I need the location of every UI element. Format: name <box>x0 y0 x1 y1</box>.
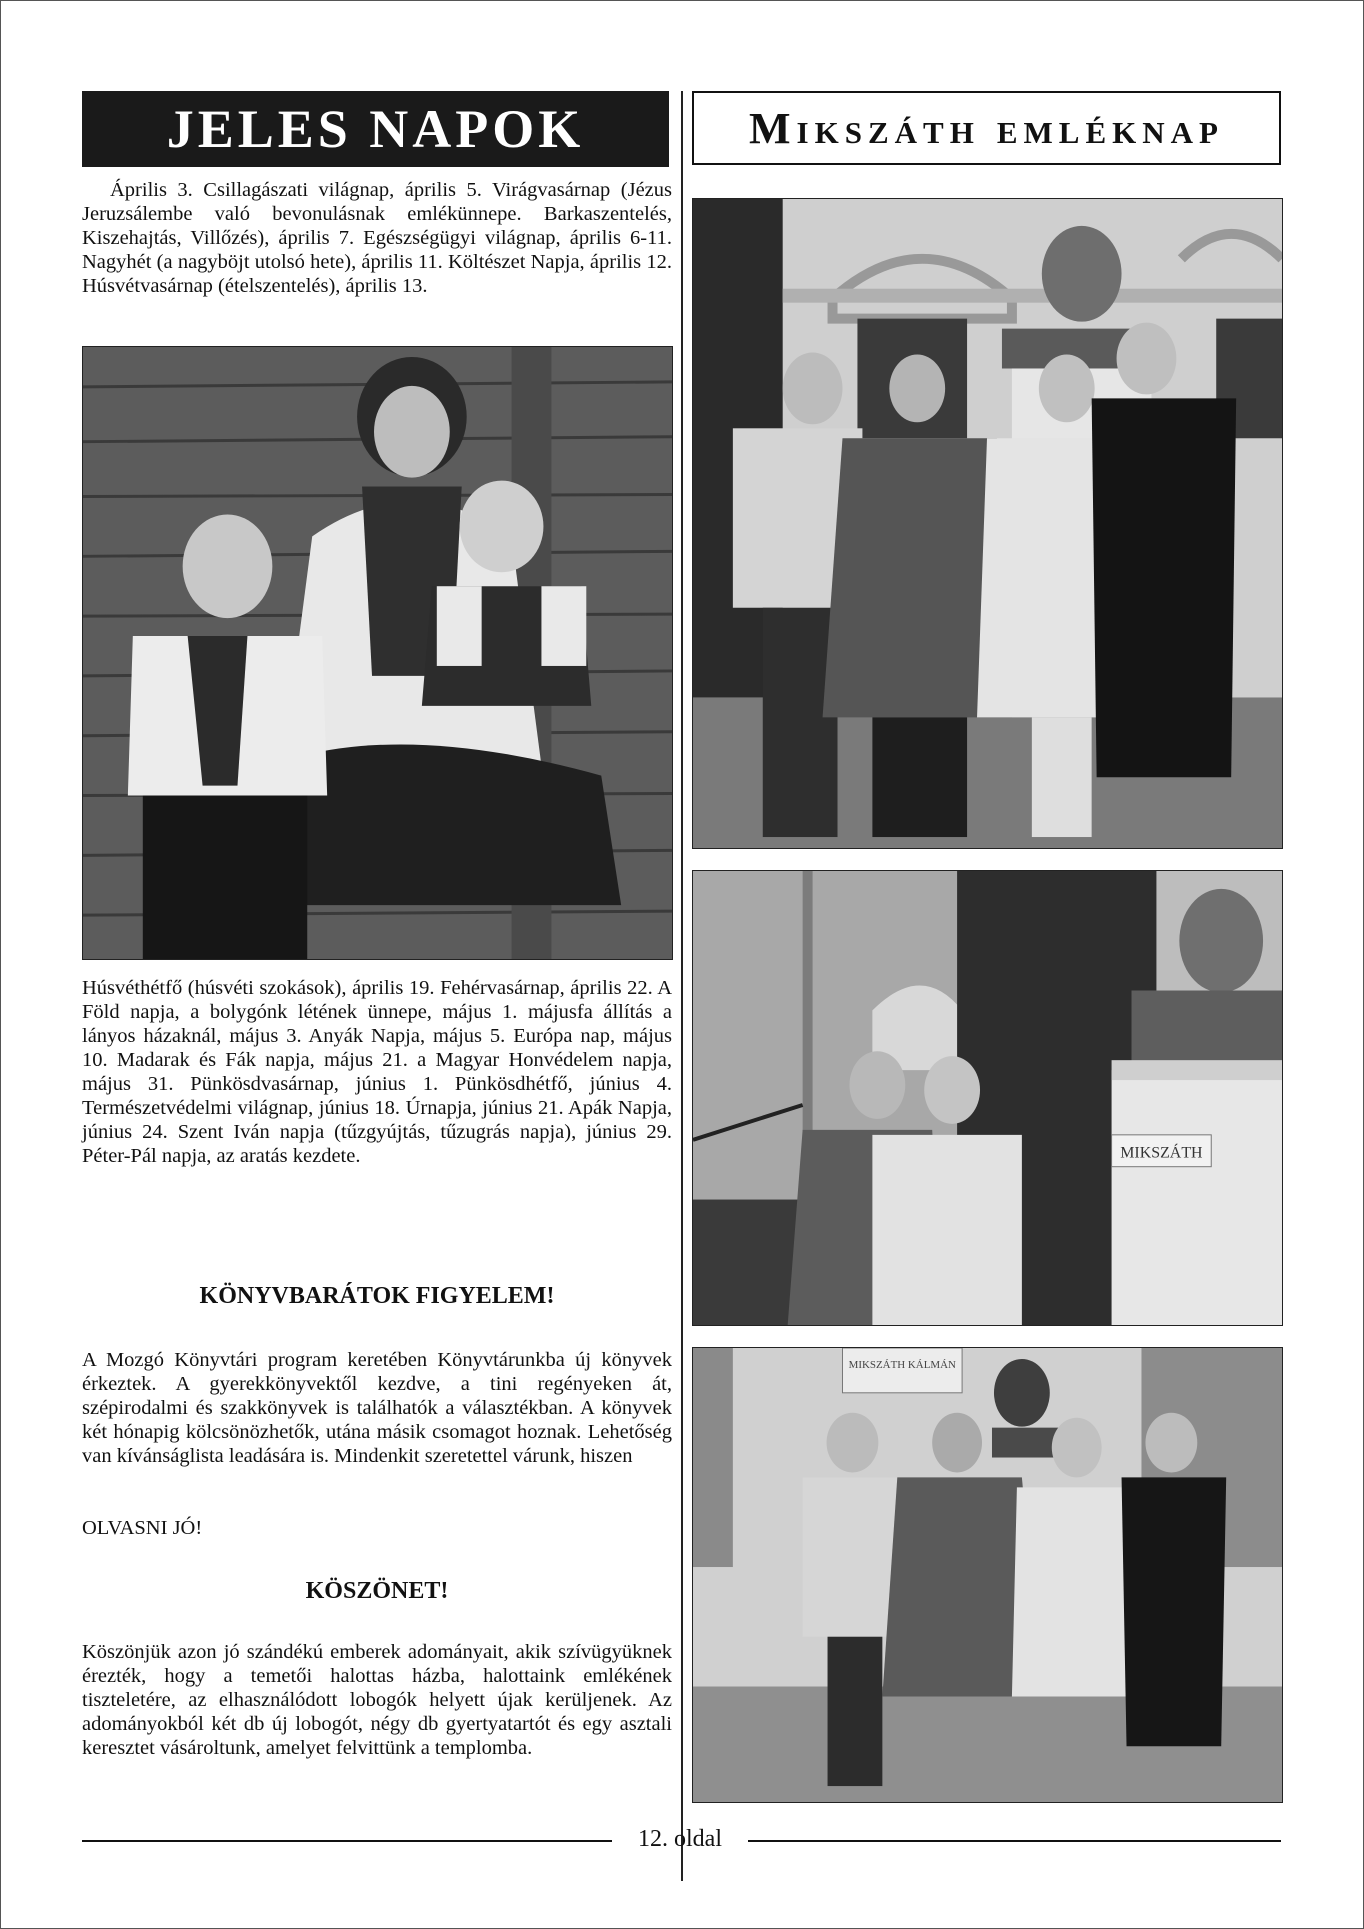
wall-plaque-text: MIKSZÁTH KÁLMÁN <box>848 1358 956 1371</box>
koszonet-text: Köszönjük azon jó szándékú emberek adományait, akik szívügyüknek érezték, hogy a temetői halottas házba, halottaink emlékének tiszteletére, az elhasználódott lobogók helyett újak kerüljenek. Az adományokból két db új lobogót, négy db gyertyatartót és egy asztali keresztet vásároltunk, amelyet felvittünk a templomba. <box>82 1641 672 1759</box>
page-number: 12. oldal <box>638 1826 722 1852</box>
konyvbaratok-text: A Mozgó Könyvtári program keretében Könyvtárunkba új könyvek érkeztek. A gyerekkönyvektől kezdve, a tini regényeken át, szépirodalmi és szakkönyvek is találhatók a választékban. A könyvek két hónapig kölcsönözhetők, utána másik csomagot hoznak. Lehetőség van kívánságlista leadására is. Mindenkit szeretettel várunk, hiszen <box>82 1349 672 1467</box>
jeles-napok-paragraph-1: Április 3. Csillagászati világnap, április 5. Virágvasárnap (Jézus Jeruzsálembe való bevonulásnak emlékünnepe. Barkaszentelés, Kiszehajtás, Villőzés), április 7. Egészségügyi világnap, április 6-11. Nagyhét (a nagyböjt utolsó hete), április 11. Költészet Napja, április 12. Húsvétvasárnap (ételszentelés), április 13. <box>82 179 672 297</box>
memorial-group-photo-1 <box>692 198 1283 849</box>
konyvbaratok-heading: KÖNYVBARÁTOK FIGYELEM! <box>199 1283 555 1309</box>
jeles-napok-banner <box>82 91 669 167</box>
konyvbaratok-closing: OLVASNI JÓ! <box>82 1517 203 1539</box>
jeles-napok-title: JELES NAPOK <box>166 99 585 159</box>
mikszath-banner <box>692 91 1281 165</box>
column-divider <box>681 91 683 1881</box>
memorial-bust-photo <box>692 870 1283 1326</box>
memorial-group-photo-2 <box>692 1347 1283 1803</box>
statue-plaque-text: MIKSZÁTH <box>1120 1144 1203 1162</box>
mikszath-title: Mikszáth emléknap <box>749 103 1224 153</box>
footer-line-left <box>82 1840 612 1842</box>
koszonet-heading: KÖSZÖNET! <box>305 1578 449 1604</box>
footer-line-right <box>748 1840 1281 1842</box>
jeles-napok-paragraph-2: Húsvéthétfő (húsvéti szokások), április 19. Fehérvasárnap, április 22. A Föld napja, a bolygónk létének ünnepe, május 1. májusfa állítás a lányos házaknál, május 3. Anyák Napja, május 5. Európa nap, május 10. Madarak és Fák napja, május 21. a Magyar Honvédelem napja, május 31. Pünkösdvasárnap, június 1. Pünkösdhétfő, június 4. Természetvédelmi világnap, június 18. Úrnapja, június 21. Apák Napja, június 24. Szent Iván napja (tűzgyújtás, tűzugrás napja), június 29. Péter-Pál napja, az aratás kezdete. <box>82 977 672 1167</box>
folk-family-photo <box>82 346 673 960</box>
